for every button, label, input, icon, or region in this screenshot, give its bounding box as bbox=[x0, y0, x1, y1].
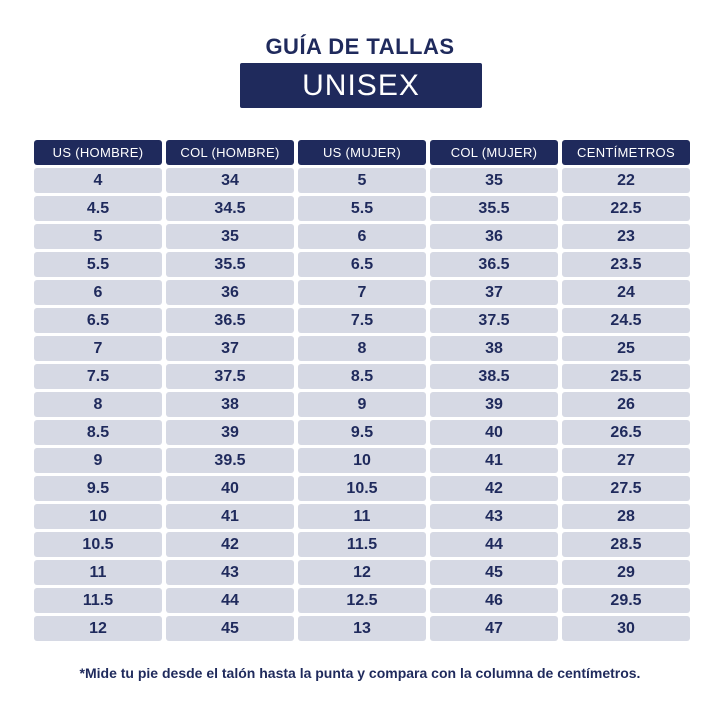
cell-col-hombre: 43 bbox=[166, 560, 294, 585]
cell-centimetros: 23 bbox=[562, 224, 690, 249]
cell-us-hombre: 4.5 bbox=[34, 196, 162, 221]
cell-col-hombre: 42 bbox=[166, 532, 294, 557]
table-row bbox=[34, 392, 690, 417]
cell-col-hombre: 41 bbox=[166, 504, 294, 529]
column-header-us-hombre: US (HOMBRE) bbox=[34, 140, 162, 165]
cell-col-mujer: 36.5 bbox=[430, 252, 558, 277]
column-header-col-hombre: COL (HOMBRE) bbox=[166, 140, 294, 165]
cell-us-mujer: 5 bbox=[298, 168, 426, 193]
cell-us-hombre: 7 bbox=[34, 336, 162, 361]
cell-centimetros: 29.5 bbox=[562, 588, 690, 613]
cell-col-hombre: 44 bbox=[166, 588, 294, 613]
table-row bbox=[34, 616, 690, 641]
table-row bbox=[34, 336, 690, 361]
table-row bbox=[34, 504, 690, 529]
cell-us-mujer: 11.5 bbox=[298, 532, 426, 557]
cell-col-mujer: 37.5 bbox=[430, 308, 558, 333]
cell-centimetros: 24.5 bbox=[562, 308, 690, 333]
cell-centimetros: 22 bbox=[562, 168, 690, 193]
cell-us-hombre: 11.5 bbox=[34, 588, 162, 613]
table-row bbox=[34, 588, 690, 613]
cell-col-mujer: 38.5 bbox=[430, 364, 558, 389]
cell-col-hombre: 36.5 bbox=[166, 308, 294, 333]
page-title: GUÍA DE TALLAS bbox=[265, 34, 455, 59]
cell-centimetros: 25 bbox=[562, 336, 690, 361]
cell-col-mujer: 42 bbox=[430, 476, 558, 501]
table-row bbox=[34, 560, 690, 585]
cell-us-mujer: 11 bbox=[298, 504, 426, 529]
cell-col-hombre: 35.5 bbox=[166, 252, 294, 277]
cell-us-mujer: 5.5 bbox=[298, 196, 426, 221]
cell-us-mujer: 6 bbox=[298, 224, 426, 249]
table-row bbox=[34, 532, 690, 557]
cell-centimetros: 25.5 bbox=[562, 364, 690, 389]
cell-col-hombre: 39.5 bbox=[166, 448, 294, 473]
cell-centimetros: 27 bbox=[562, 448, 690, 473]
cell-col-hombre: 39 bbox=[166, 420, 294, 445]
table-row bbox=[34, 196, 690, 221]
cell-us-hombre: 10 bbox=[34, 504, 162, 529]
cell-centimetros: 24 bbox=[562, 280, 690, 305]
table-row bbox=[34, 168, 690, 193]
cell-us-hombre: 6.5 bbox=[34, 308, 162, 333]
cell-us-hombre: 9.5 bbox=[34, 476, 162, 501]
table-row bbox=[34, 476, 690, 501]
cell-centimetros: 23.5 bbox=[562, 252, 690, 277]
cell-us-hombre: 5 bbox=[34, 224, 162, 249]
cell-col-hombre: 37 bbox=[166, 336, 294, 361]
cell-centimetros: 22.5 bbox=[562, 196, 690, 221]
table-header-row bbox=[34, 140, 690, 165]
size-table bbox=[34, 140, 690, 644]
cell-col-mujer: 35.5 bbox=[430, 196, 558, 221]
cell-us-mujer: 10.5 bbox=[298, 476, 426, 501]
cell-us-mujer: 9.5 bbox=[298, 420, 426, 445]
table-row bbox=[34, 280, 690, 305]
cell-col-mujer: 46 bbox=[430, 588, 558, 613]
cell-centimetros: 27.5 bbox=[562, 476, 690, 501]
cell-us-mujer: 10 bbox=[298, 448, 426, 473]
column-header-col-mujer: COL (MUJER) bbox=[430, 140, 558, 165]
unisex-badge: UNISEX bbox=[240, 63, 482, 108]
cell-us-mujer: 6.5 bbox=[298, 252, 426, 277]
cell-col-hombre: 45 bbox=[166, 616, 294, 641]
cell-us-hombre: 6 bbox=[34, 280, 162, 305]
cell-col-hombre: 34 bbox=[166, 168, 294, 193]
cell-us-mujer: 13 bbox=[298, 616, 426, 641]
cell-col-mujer: 39 bbox=[430, 392, 558, 417]
table-row bbox=[34, 448, 690, 473]
cell-us-mujer: 8.5 bbox=[298, 364, 426, 389]
cell-col-mujer: 41 bbox=[430, 448, 558, 473]
cell-col-hombre: 38 bbox=[166, 392, 294, 417]
cell-col-mujer: 38 bbox=[430, 336, 558, 361]
cell-us-mujer: 7 bbox=[298, 280, 426, 305]
cell-us-hombre: 7.5 bbox=[34, 364, 162, 389]
cell-us-hombre: 11 bbox=[34, 560, 162, 585]
cell-col-mujer: 45 bbox=[430, 560, 558, 585]
column-header-us-mujer: US (MUJER) bbox=[298, 140, 426, 165]
cell-col-hombre: 40 bbox=[166, 476, 294, 501]
cell-col-mujer: 43 bbox=[430, 504, 558, 529]
table-row bbox=[34, 420, 690, 445]
table-row bbox=[34, 364, 690, 389]
cell-us-hombre: 12 bbox=[34, 616, 162, 641]
cell-us-hombre: 5.5 bbox=[34, 252, 162, 277]
cell-us-hombre: 9 bbox=[34, 448, 162, 473]
cell-us-hombre: 4 bbox=[34, 168, 162, 193]
cell-centimetros: 26.5 bbox=[562, 420, 690, 445]
cell-centimetros: 28.5 bbox=[562, 532, 690, 557]
cell-centimetros: 28 bbox=[562, 504, 690, 529]
cell-centimetros: 26 bbox=[562, 392, 690, 417]
cell-us-mujer: 12.5 bbox=[298, 588, 426, 613]
cell-col-mujer: 37 bbox=[430, 280, 558, 305]
cell-col-hombre: 36 bbox=[166, 280, 294, 305]
table-row bbox=[34, 224, 690, 249]
cell-us-hombre: 8 bbox=[34, 392, 162, 417]
table-body bbox=[34, 168, 690, 641]
cell-us-hombre: 10.5 bbox=[34, 532, 162, 557]
cell-centimetros: 30 bbox=[562, 616, 690, 641]
cell-us-hombre: 8.5 bbox=[34, 420, 162, 445]
cell-col-hombre: 37.5 bbox=[166, 364, 294, 389]
cell-col-mujer: 40 bbox=[430, 420, 558, 445]
cell-col-hombre: 35 bbox=[166, 224, 294, 249]
table-row bbox=[34, 308, 690, 333]
table-row bbox=[34, 252, 690, 277]
cell-us-mujer: 9 bbox=[298, 392, 426, 417]
cell-col-mujer: 44 bbox=[430, 532, 558, 557]
cell-col-mujer: 35 bbox=[430, 168, 558, 193]
column-header-centimetros: CENTÍMETROS bbox=[562, 140, 690, 165]
cell-us-mujer: 8 bbox=[298, 336, 426, 361]
cell-col-mujer: 36 bbox=[430, 224, 558, 249]
cell-us-mujer: 7.5 bbox=[298, 308, 426, 333]
cell-col-hombre: 34.5 bbox=[166, 196, 294, 221]
cell-centimetros: 29 bbox=[562, 560, 690, 585]
cell-col-mujer: 47 bbox=[430, 616, 558, 641]
footnote: *Mide tu pie desde el talón hasta la punta y compara con la columna de centímetros. bbox=[79, 665, 641, 681]
cell-us-mujer: 12 bbox=[298, 560, 426, 585]
